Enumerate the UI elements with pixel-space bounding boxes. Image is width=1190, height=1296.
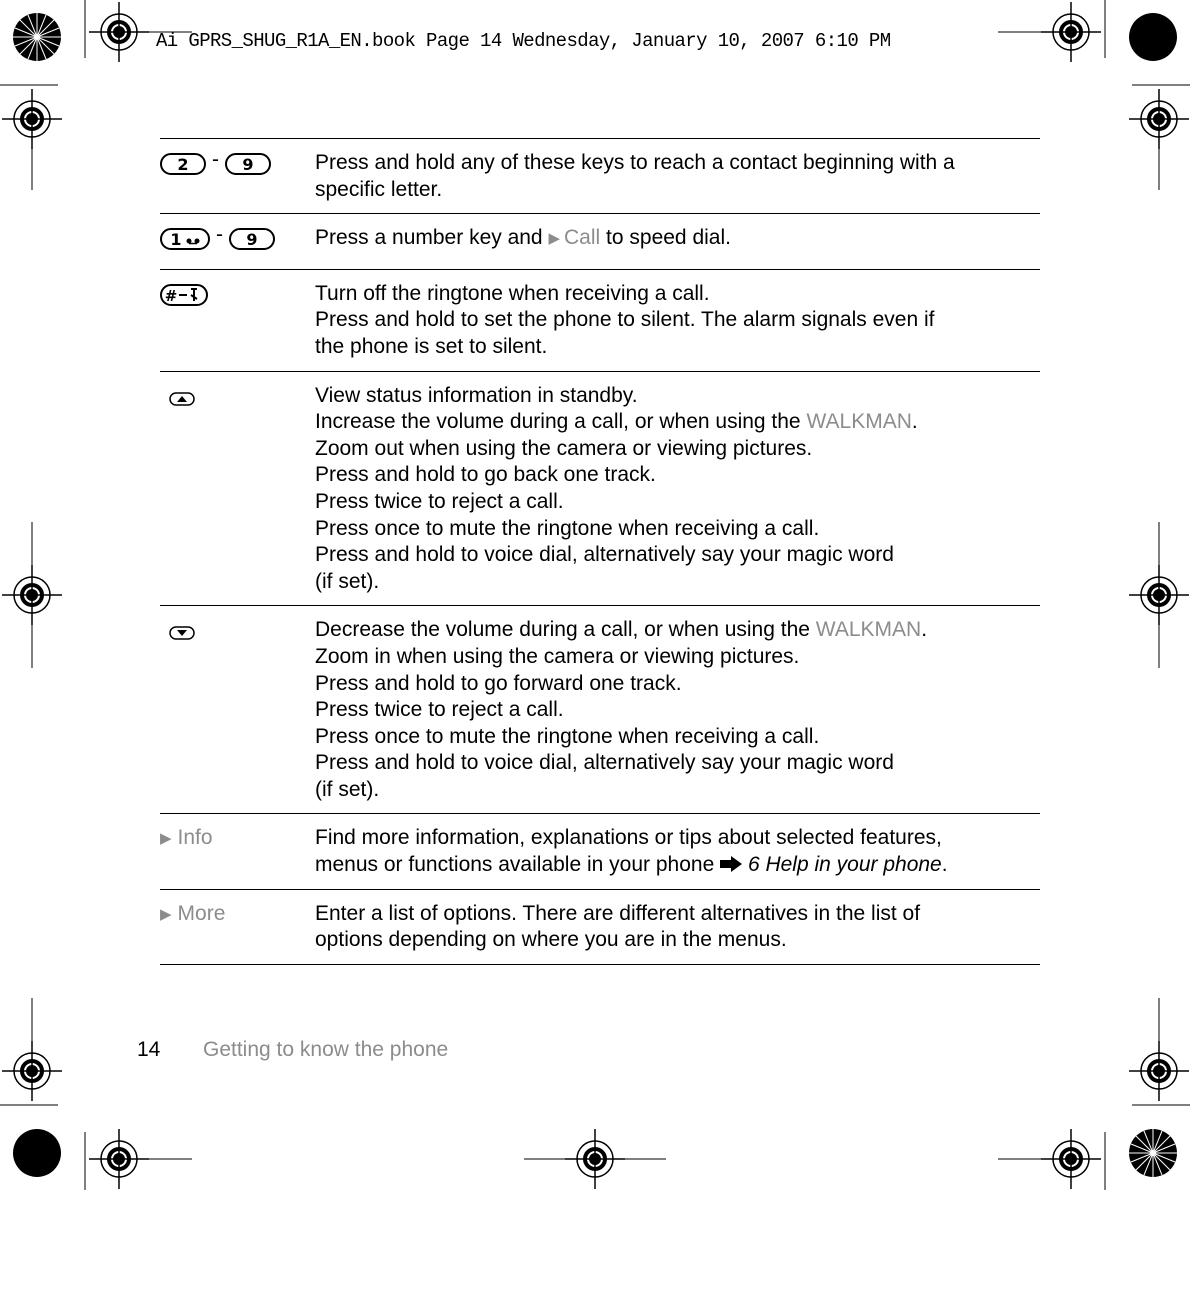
key-2-icon xyxy=(160,152,206,184)
key-9-icon xyxy=(229,227,275,259)
key-1-voicemail-icon xyxy=(160,227,210,259)
table-row xyxy=(160,139,1040,214)
key-cell xyxy=(160,606,315,814)
registration-mark-left-middle xyxy=(2,565,62,625)
hash-silent-key-icon xyxy=(160,283,208,315)
table-row xyxy=(160,214,1040,270)
table-row xyxy=(160,371,1040,606)
walkman-label: WALKMAN xyxy=(815,618,922,642)
table-row xyxy=(160,269,1040,371)
call-softkey-label: Call xyxy=(564,226,601,250)
range-dash: - xyxy=(216,223,223,247)
range-dash: - xyxy=(212,148,219,171)
description-cell: View status information in standby. Increase the volume during a call, or when using the WALKMAN. Zoom out when using the camera or viewing pictures. Press and hold to go back one track. Press twice to reject a call. Press once to mute the ringtone when receiving a call. Press and hold to voice dial, alternatively say your magic word (if set). xyxy=(315,371,1040,606)
registration-mark-bottom-right xyxy=(1041,1129,1101,1189)
description-cell: Decrease the volume during a call, or when using the WALKMAN. Zoom in when using the camera or viewing pictures. Press and hold to go forward one track. Press twice to reject a call. Press once to mute the ringtone when receiving a call. Press and hold to voice dial, alternatively say your magic word (if set). xyxy=(315,606,1040,814)
more-softkey-label: More xyxy=(177,901,226,925)
registration-mark-right-lower xyxy=(1129,1041,1189,1101)
key-cell xyxy=(160,889,315,964)
key-cell xyxy=(160,214,315,270)
select-arrow-icon: ▶ xyxy=(548,230,561,248)
key-cell xyxy=(160,269,315,371)
registration-mark-left-upper xyxy=(2,89,62,149)
svg-text:#: # xyxy=(164,286,178,305)
description-cell: Press and hold any of these keys to reach a contact beginning with a specific letter. xyxy=(315,139,1040,214)
corner-star-mark-top-left xyxy=(13,13,61,61)
table-row xyxy=(160,606,1040,814)
svg-text:2: 2 xyxy=(177,155,189,174)
walkman-label: WALKMAN xyxy=(806,410,912,434)
select-arrow-icon: ▶ xyxy=(160,830,172,848)
key-9-icon xyxy=(225,152,271,184)
registration-mark-bottom-left xyxy=(89,1129,149,1189)
page-number: 14 xyxy=(137,1038,161,1061)
info-softkey-label: Info xyxy=(177,826,213,850)
corner-dot-mark-bottom-left xyxy=(13,1129,61,1177)
key-cell xyxy=(160,371,315,606)
registration-mark-top-right xyxy=(1041,2,1101,62)
description-cell: Press a number key and ▶ Call to speed dial. xyxy=(315,214,1040,270)
corner-star-mark-bottom-right xyxy=(1129,1129,1177,1177)
corner-dot-mark-top-right xyxy=(1129,13,1177,61)
description-cell: Turn off the ringtone when receiving a call. Press and hold to set the phone to silent. The alarm signals even if the phone is set to silent. xyxy=(315,269,1040,371)
registration-mark-bottom-center xyxy=(565,1129,625,1189)
svg-text:9: 9 xyxy=(246,230,258,250)
registration-mark-right-middle xyxy=(1129,565,1189,625)
description-cell: Find more information, explanations or tips about selected features, menus or functions available in your phone 6 Help in your phone. xyxy=(315,814,1040,889)
registration-mark-top-left xyxy=(89,2,149,62)
registration-mark-right-upper xyxy=(1129,89,1189,149)
volume-down-key-icon xyxy=(169,621,195,648)
description-cell: Enter a list of options. There are different alternatives in the list of options depending on where you are in the menus. xyxy=(315,889,1040,964)
key-cell xyxy=(160,139,315,214)
registration-mark-left-lower xyxy=(2,1041,62,1101)
reference-arrow-icon xyxy=(720,853,742,876)
key-cell xyxy=(160,814,315,889)
table-row xyxy=(160,814,1040,889)
help-reference: 6 Help in your phone xyxy=(747,853,942,877)
print-header: Ai GPRS_SHUG_R1A_EN.book Page 14 Wednesday, January 10, 2007 6:10 PM xyxy=(156,30,891,52)
svg-text:9: 9 xyxy=(242,155,254,174)
svg-text:1: 1 xyxy=(170,230,182,250)
key-functions-table xyxy=(160,138,1040,965)
volume-up-key-icon xyxy=(169,387,195,414)
table-row xyxy=(160,889,1040,964)
section-title: Getting to know the phone xyxy=(203,1038,449,1061)
select-arrow-icon: ▶ xyxy=(160,905,172,923)
